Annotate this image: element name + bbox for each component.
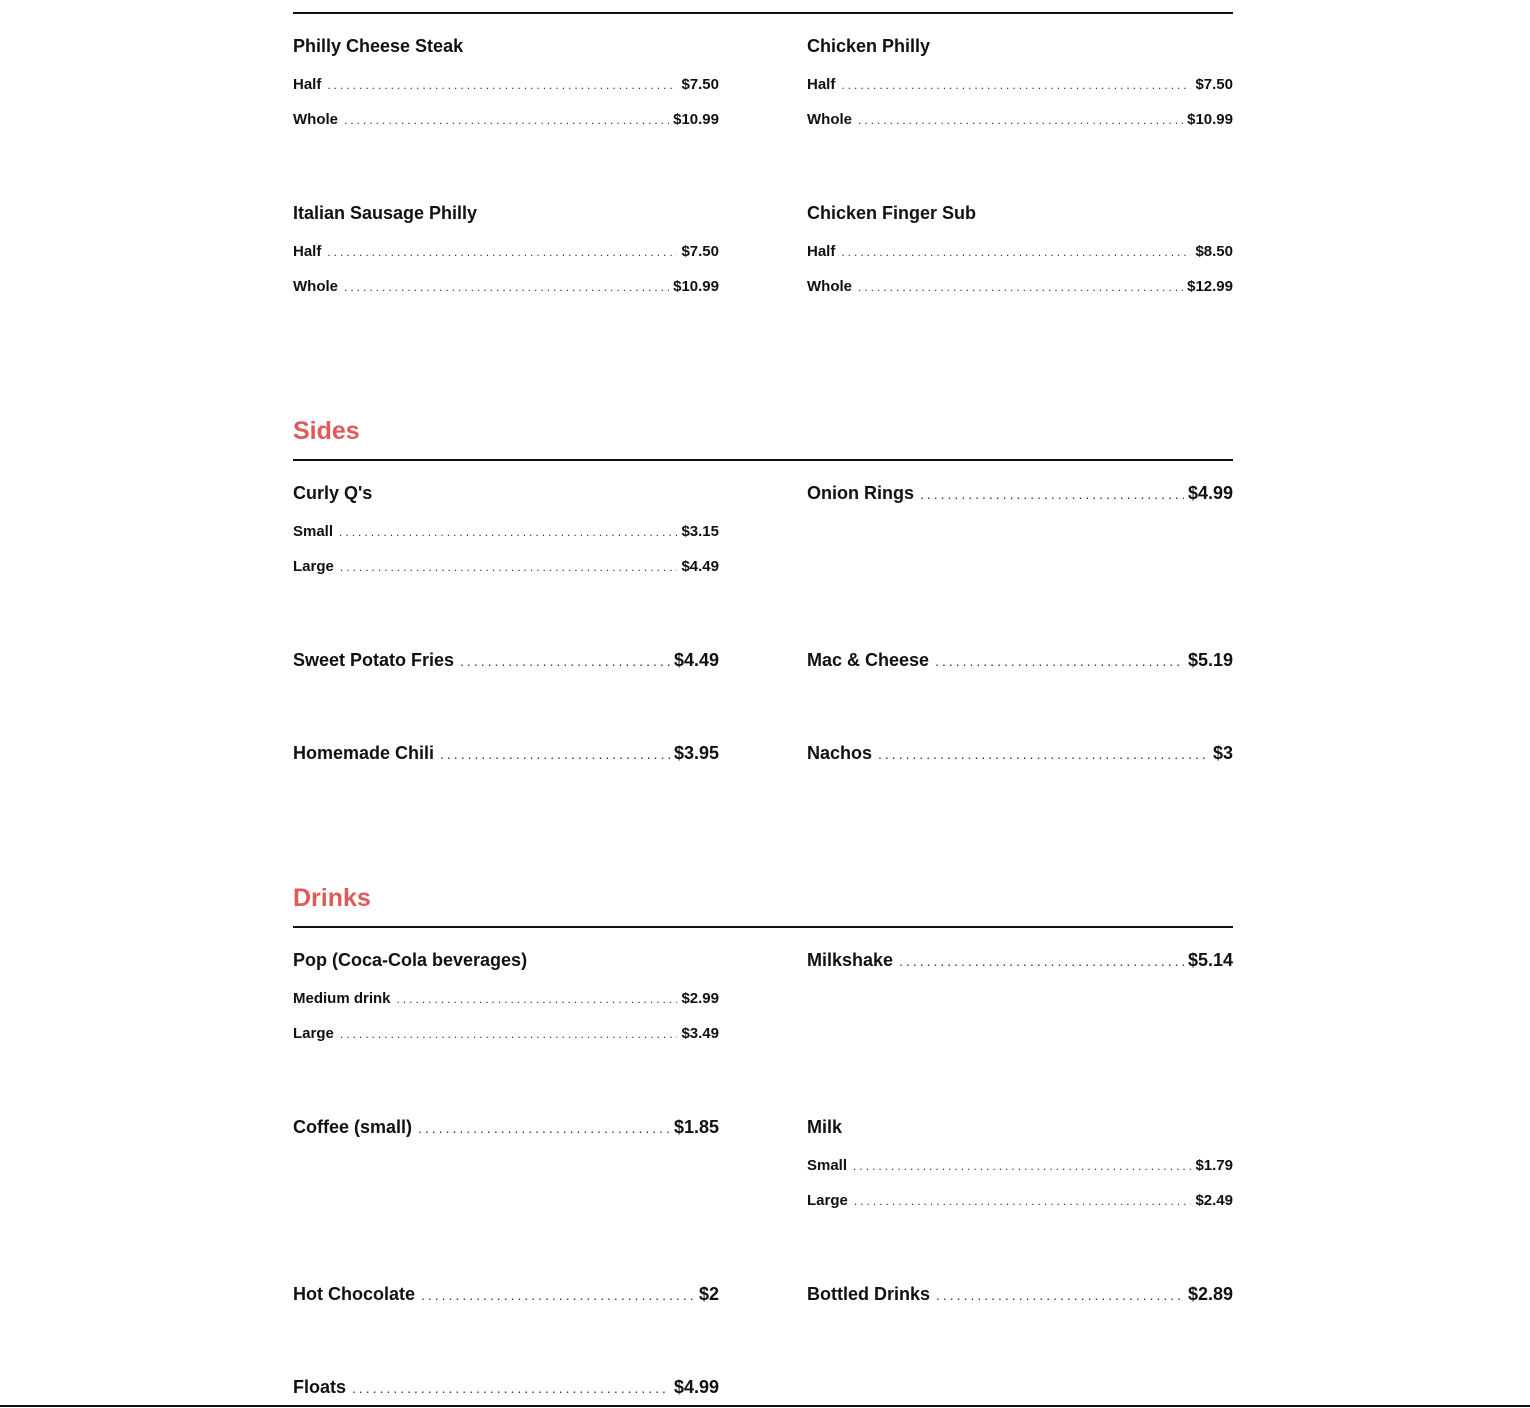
item-name: Coffee (small) (293, 1117, 413, 1137)
item-option (807, 1155, 1233, 1177)
dot-leader (340, 1023, 678, 1045)
option-price: $8.50 (1195, 243, 1233, 260)
option-label: Half (293, 76, 322, 93)
option-label: Half (293, 243, 322, 260)
item-line (293, 1374, 719, 1401)
item-name: Milkshake (807, 950, 894, 970)
dot-leader (858, 276, 1183, 298)
option-label: Large (293, 1025, 334, 1042)
item-price: $3.95 (673, 743, 719, 763)
item-option (807, 241, 1233, 263)
item-price: $2 (698, 1284, 719, 1304)
section-divider (293, 926, 1233, 928)
item-option (807, 1190, 1233, 1212)
dot-leader (418, 1115, 670, 1141)
dot-leader (397, 988, 678, 1010)
item-name: Floats (293, 1377, 347, 1397)
section-divider (293, 459, 1233, 461)
item-name: Onion Rings (807, 483, 914, 503)
dot-leader (878, 741, 1209, 767)
item-option (807, 74, 1233, 96)
option-label: Small (807, 1157, 848, 1174)
option-label: Whole (293, 111, 338, 128)
option-price: $10.99 (673, 111, 719, 128)
item-name: Chicken Finger Sub (807, 203, 977, 223)
item-price: $3 (1212, 743, 1233, 763)
option-label: Half (807, 243, 836, 260)
option-price: $3.49 (681, 1025, 719, 1042)
item-name: Pop (Coca-Cola beverages) (293, 950, 528, 970)
option-price: $2.99 (681, 990, 719, 1007)
menu-item-chicken-finger-sub (807, 200, 1233, 298)
section-title-drinks: Drinks (293, 884, 371, 912)
item-price: $2.89 (1187, 1284, 1233, 1304)
item-line (807, 1281, 1233, 1308)
option-price: $2.49 (1195, 1192, 1233, 1209)
menu-item-onion-rings (807, 480, 1233, 507)
option-price: $10.99 (673, 278, 719, 295)
item-name: Bottled Drinks (807, 1284, 931, 1304)
option-label: Whole (807, 111, 852, 128)
option-price: $12.99 (1187, 278, 1233, 295)
option-price: $4.49 (681, 558, 719, 575)
item-option (293, 556, 719, 578)
option-label: Medium drink (293, 990, 391, 1007)
item-line (293, 740, 719, 767)
item-option (293, 1023, 719, 1045)
dot-leader (853, 1155, 1191, 1177)
item-option (293, 109, 719, 131)
option-label: Half (807, 76, 836, 93)
menu-item-philly-cheese-steak (293, 33, 719, 131)
menu-item-pop (293, 947, 719, 1045)
menu-item-italian-sausage-philly (293, 200, 719, 298)
item-name: Sweet Potato Fries (293, 650, 455, 670)
dot-leader (340, 556, 678, 578)
option-price: $7.50 (681, 243, 719, 260)
menu-item-chicken-philly (807, 33, 1233, 131)
dot-leader (841, 74, 1191, 96)
menu-item-homemade-chili (293, 740, 719, 767)
item-option (293, 988, 719, 1010)
item-option (807, 109, 1233, 131)
item-name: Curly Q's (293, 483, 373, 503)
item-name: Philly Cheese Steak (293, 36, 464, 56)
dot-leader (352, 1375, 670, 1401)
item-line (293, 1281, 719, 1308)
menu-item-nachos (807, 740, 1233, 767)
option-label: Large (293, 558, 334, 575)
item-line (293, 1114, 719, 1141)
item-name: Italian Sausage Philly (293, 203, 478, 223)
menu-item-milkshake (807, 947, 1233, 974)
item-line (293, 647, 719, 674)
item-price: $4.99 (673, 1377, 719, 1397)
item-name: Mac & Cheese (807, 650, 930, 670)
menu-item-hot-chocolate (293, 1281, 719, 1308)
item-option (293, 521, 719, 543)
item-line (807, 947, 1233, 974)
section-divider (293, 12, 1233, 14)
dot-leader (935, 648, 1184, 674)
option-price: $3.15 (681, 523, 719, 540)
menu-item-milk (807, 1114, 1233, 1212)
option-price: $1.79 (1195, 1157, 1233, 1174)
dot-leader (344, 109, 669, 131)
item-price: $4.99 (1187, 483, 1233, 503)
dot-leader (421, 1282, 695, 1308)
menu-item-mac-and-cheese (807, 647, 1233, 674)
dot-leader (460, 648, 670, 674)
item-price: $4.49 (673, 650, 719, 670)
option-price: $7.50 (1195, 76, 1233, 93)
dot-leader (327, 241, 677, 263)
page-bottom-border (0, 1405, 1530, 1407)
item-option (293, 74, 719, 96)
dot-leader (920, 481, 1184, 507)
item-name: Chicken Philly (807, 36, 931, 56)
option-label: Whole (293, 278, 338, 295)
dot-leader (344, 276, 669, 298)
item-name: Homemade Chili (293, 743, 435, 763)
option-label: Whole (807, 278, 852, 295)
item-name: Nachos (807, 743, 873, 763)
menu-item-coffee (293, 1114, 719, 1141)
dot-leader (858, 109, 1183, 131)
item-option (293, 241, 719, 263)
dot-leader (936, 1282, 1184, 1308)
menu-item-floats (293, 1374, 719, 1401)
dot-leader (327, 74, 677, 96)
item-line (807, 647, 1233, 674)
dot-leader (899, 948, 1184, 974)
dot-leader (841, 241, 1191, 263)
dot-leader (339, 521, 677, 543)
dot-leader (440, 741, 670, 767)
item-name: Milk (807, 1117, 843, 1137)
item-option (293, 276, 719, 298)
option-label: Large (807, 1192, 848, 1209)
option-price: $10.99 (1187, 111, 1233, 128)
menu-item-curly-qs (293, 480, 719, 578)
menu-item-sweet-potato-fries (293, 647, 719, 674)
item-line (807, 740, 1233, 767)
item-name: Hot Chocolate (293, 1284, 416, 1304)
item-price: $1.85 (673, 1117, 719, 1137)
item-line (807, 480, 1233, 507)
item-price: $5.19 (1187, 650, 1233, 670)
dot-leader (854, 1190, 1192, 1212)
section-title-sides: Sides (293, 417, 360, 445)
item-option (807, 276, 1233, 298)
menu-item-bottled-drinks (807, 1281, 1233, 1308)
item-price: $5.14 (1187, 950, 1233, 970)
option-price: $7.50 (681, 76, 719, 93)
option-label: Small (293, 523, 334, 540)
